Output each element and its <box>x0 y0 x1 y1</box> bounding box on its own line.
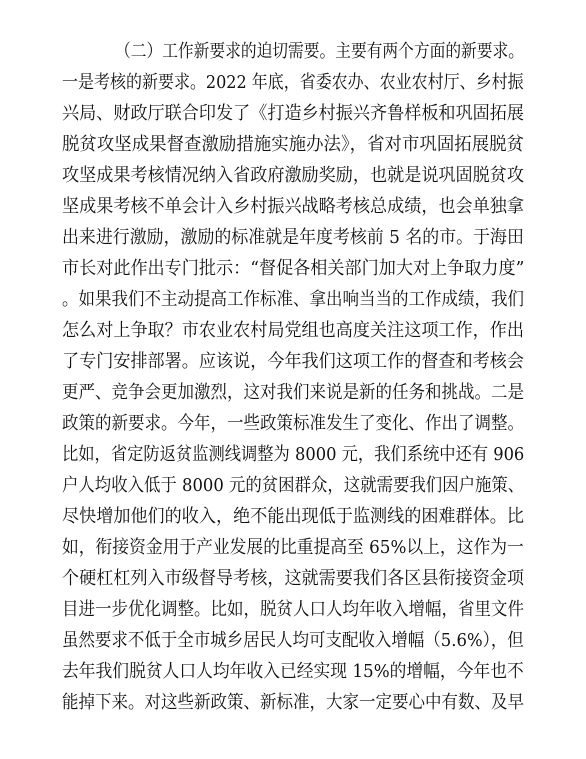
text-line-13: 政策的新要求。今年，一些政策标准发生了变化、作出了调整。 <box>62 413 525 434</box>
text-line-5: 攻坚成果考核情况纳入省政府激励奖励，也就是说巩固脱贫攻 <box>62 165 524 186</box>
text-line-1: （二）工作新要求的迫切需要。主要有两个方面的新要求。 <box>115 41 524 62</box>
text-line-3: 兴局、财政厅联合印发了《打造乡村振兴齐鲁样板和巩固拓展 <box>62 103 524 124</box>
text-line-20: 虽然要求不低于全市城乡居民人均可支配收入增幅（5.6%），但 <box>62 630 524 651</box>
text-line-11: 了专门安排部署。应该说，今年我们这项工作的督查和考核会 <box>62 351 524 372</box>
text-line-4: 脱贫攻坚成果督查激励措施实施办法》，省对市巩固拓展脱贫 <box>62 134 525 155</box>
text-line-19: 目进一步优化调整。比如，脱贫人口人均年收入增幅，省里文件 <box>62 599 525 620</box>
text-line-22: 能掉下来。对这些新政策、新标准，大家一定要心中有数、及早 <box>62 692 525 713</box>
text-line-17: 如，衔接资金用于产业发展的比重提高至 65%以上，这作为一 <box>62 537 524 558</box>
text-line-21: 去年我们脱贫人口人均年收入已经实现 15%的增幅，今年也不 <box>62 661 524 682</box>
text-line-15: 户人均收入低于 8000 元的贫困群众，这就需要我们因户施策、 <box>62 475 525 496</box>
text-line-8: 市长对此作出专门批示：“督促各相关部门加大对上争取力度” <box>62 258 525 279</box>
text-line-7: 出来进行激励，激励的标准就是年度考核前 5 名的市。于海田 <box>62 227 524 248</box>
text-line-14: 比如，省定防返贫监测线调整为 8000 元，我们系统中还有 906 <box>62 444 525 465</box>
text-line-6: 坚成果考核不单会计入乡村振兴战略考核总成绩，也会单独拿 <box>62 196 524 217</box>
text-line-16: 尽快增加他们的收入，绝不能出现低于监测线的困难群体。比 <box>62 506 524 527</box>
text-line-10: 怎么对上争取？市农业农村局党组也高度关注这项工作，作出 <box>62 320 524 341</box>
text-line-18: 个硬杠杠列入市级督导考核，这就需要我们各区县衔接资金项 <box>62 568 524 589</box>
text-line-2: 一是考核的新要求。2022 年底，省委农办、农业农村厅、乡村振 <box>62 72 524 93</box>
text-line-12: 更严、竞争会更加激烈，这对我们来说是新的任务和挑战。二是 <box>62 382 525 403</box>
text-line-9: 。如果我们不主动提高工作标准、拿出响当当的工作成绩，我们 <box>62 289 525 310</box>
